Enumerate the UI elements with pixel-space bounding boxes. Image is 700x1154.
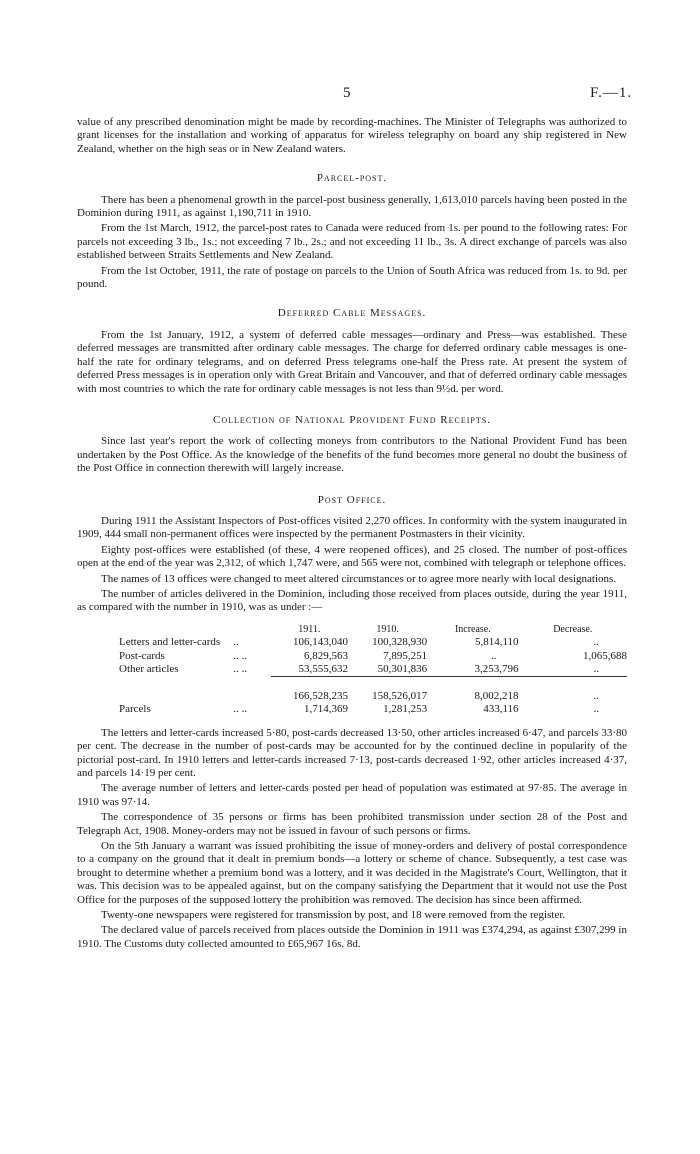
column-header-1911: 1911.	[298, 623, 321, 635]
value-decrease: ..	[593, 663, 599, 675]
articles-delivered-table	[119, 623, 627, 717]
column-header-decrease: Decrease.	[553, 623, 593, 635]
total-rule	[119, 677, 627, 690]
value-1910: 50,301,836	[377, 663, 428, 675]
row-label: Letters and letter-cards	[119, 636, 221, 649]
leader-dots: .. ..	[233, 663, 248, 676]
value-decrease: 1,065,688	[583, 649, 627, 662]
page-number: 5	[343, 85, 351, 101]
post-office-paragraph: On the 5th January a warrant was issued prohibiting the issue of money-orders and delivery of postal correspondence to a company on the ground that it dealt in premium bonds—a lottery or scheme of chance. Subsequently, a test case was brought to determine whether a premium bond was a lottery, and it was decided in the Magistrate's Court, Wellington, that it was. This decision was to be appealed against, but on the company satisfying the Department that it would not use the Post Office for the purposes of the supposed lottery the prohibition was removed. The decision has since been affirmed.	[77, 839, 627, 906]
post-office-paragraph: The correspondence of 35 persons or firms has been prohibited transmission under section 28 of the Post and Telegraph Act, 1908. Money-orders may not be issued in favour of such persons or firms.	[77, 811, 627, 837]
document-reference: F.—1.	[590, 85, 633, 101]
post-office-paragraph: The number of articles delivered in the Dominion, including those received from places outside, during the year 1911, as compared with the number in 1910, was as under :—	[77, 587, 627, 614]
table-row	[119, 636, 627, 649]
row-label: Other articles	[119, 663, 179, 676]
total-1911: 166,528,235	[293, 689, 348, 702]
value-decrease: ..	[593, 636, 599, 649]
table-row	[119, 703, 627, 716]
value-increase: 3,253,796	[474, 663, 519, 675]
value-1910: 100,328,930	[372, 636, 428, 649]
value-1911: 6,829,563	[304, 649, 348, 662]
parcel-post-paragraph: There has been a phenomenal growth in the parcel-post business generally, 1,613,010 parcels having been posted in the Dominion during 1911, as against 1,190,711 in 1910.	[77, 193, 627, 220]
value-1910: 7,895,251	[383, 649, 428, 662]
leader-dots: .. ..	[233, 703, 248, 716]
parcel-post-paragraph: From the 1st March, 1912, the parcel-post rates to Canada were reduced from 1s. per pound to the following rates: For parcels not exceeding 3 lb., 1s.; not exceeding 7 lb., 2s.; and not exceeding 11 lb., 3s. A direct exchange of parcels was also established between Straits Settlements and New Zealand.	[77, 222, 627, 262]
post-office-paragraph: Twenty-one newspapers were registered for transmission by post, and 18 were removed from the register.	[101, 909, 566, 921]
page-body	[77, 116, 627, 951]
post-office-paragraph: During 1911 the Assistant Inspectors of Post-offices visited 2,270 offices. In conformity with the system inaugurated in 1909, 444 small non-permanent offices were inspected by the permanent Postmasters in their vicinity.	[77, 514, 627, 541]
table-row	[119, 663, 627, 677]
leader-dots: ..	[233, 636, 239, 649]
value-increase: ..	[491, 649, 497, 662]
value-1911: 53,555,632	[298, 663, 348, 675]
total-1910: 158,526,017	[372, 689, 428, 702]
post-office-paragraph: The names of 13 offices were changed to meet altered circumstances or to agree more nearly with local designations.	[101, 572, 617, 585]
column-header-1910: 1910.	[376, 623, 399, 635]
value-decrease: ..	[593, 703, 599, 716]
value-1911: 106,143,040	[293, 636, 348, 649]
parcel-post-paragraph: From the 1st October, 1911, the rate of postage on parcels to the Union of South Africa was reduced from 1s. to 9d. per pound.	[77, 264, 627, 291]
total-increase: 8,002,218	[474, 689, 519, 702]
post-office-paragraph: The average number of letters and letter-cards posted per head of population was estimated at 97·85. The average in 1910 was 97·14.	[77, 782, 627, 808]
value-1911: 1,714,369	[304, 703, 348, 716]
deferred-cable-paragraph: From the 1st January, 1912, a system of deferred cable messages—ordinary and Press—was established. These deferred messages are transmitted after ordinary cable messages. The charge for deferred ordinary cable messages is one-half the rate for ordinary telegrams, and on deferred Press telegrams one-half the Press rate. At present the system of deferred Press messages is in operation only with Great Britain and Vancouver, and that of deferred ordinary cable messages with most countries to which the rate for ordinary cable messages is not less than 9½d. per word.	[77, 328, 627, 395]
provident-fund-paragraph: Since last year's report the work of collecting moneys from contributors to the National Provident Fund has been undertaken by the Post Office. As the knowledge of the benefits of the fund becomes more general no doubt the business of the Post Office in connection therewith will largely increase.	[77, 435, 627, 475]
parcel-post-heading: Parcel-post.	[316, 172, 388, 185]
table-row	[119, 650, 627, 663]
post-office-paragraph: The letters and letter-cards increased 5·80, post-cards decreased 13·50, other articles increased 6·47, and parcels 33·80 per cent. The decrease in the number of post-cards may be accounted for by the continued decline in popularity of the pictorial post-card. In 1910 letters and letter-cards increased 7·13, post-cards decreased 1·92, other articles increased 4·37, and parcels 14·19 per cent.	[77, 726, 627, 779]
leader-dots: .. ..	[233, 649, 248, 662]
table-header-row	[119, 623, 627, 636]
post-office-paragraph: Eighty post-offices were established (of these, 4 were reopened offices), and 25 closed. The number of post-offices open at the end of the year was 2,312, of which 1,747 were, and 565 were not, combined with telegraph or telephone offices.	[77, 543, 627, 570]
provident-fund-heading: Collection of National Provident Fund Receipts.	[213, 413, 491, 426]
value-increase: 5,814,110	[474, 636, 519, 649]
totals-row	[119, 690, 627, 703]
total-decrease: ..	[593, 689, 599, 702]
deferred-cable-heading: Deferred Cable Messages.	[277, 307, 427, 320]
post-office-heading: Post Office.	[317, 493, 387, 506]
value-increase: 433,116	[483, 703, 519, 716]
value-1910: 1,281,253	[383, 703, 428, 716]
intro-paragraph: value of any prescribed denomination might be made by recording-machines. The Minister of Telegraphs was authorized to grant licenses for the installation and working of apparatus for wireless telegraphy on board any ship registered in New Zealand, whether on the high seas or in New Zealand waters.	[77, 116, 627, 155]
column-header-increase: Increase.	[454, 623, 491, 635]
post-office-paragraph: The declared value of parcels received from places outside the Dominion in 1911 was £374,294, as against £307,299 in 1910. The Customs duty collected amounted to £65,967 16s. 8d.	[77, 924, 627, 950]
row-label: Parcels	[119, 703, 151, 716]
row-label: Post-cards	[119, 649, 165, 662]
